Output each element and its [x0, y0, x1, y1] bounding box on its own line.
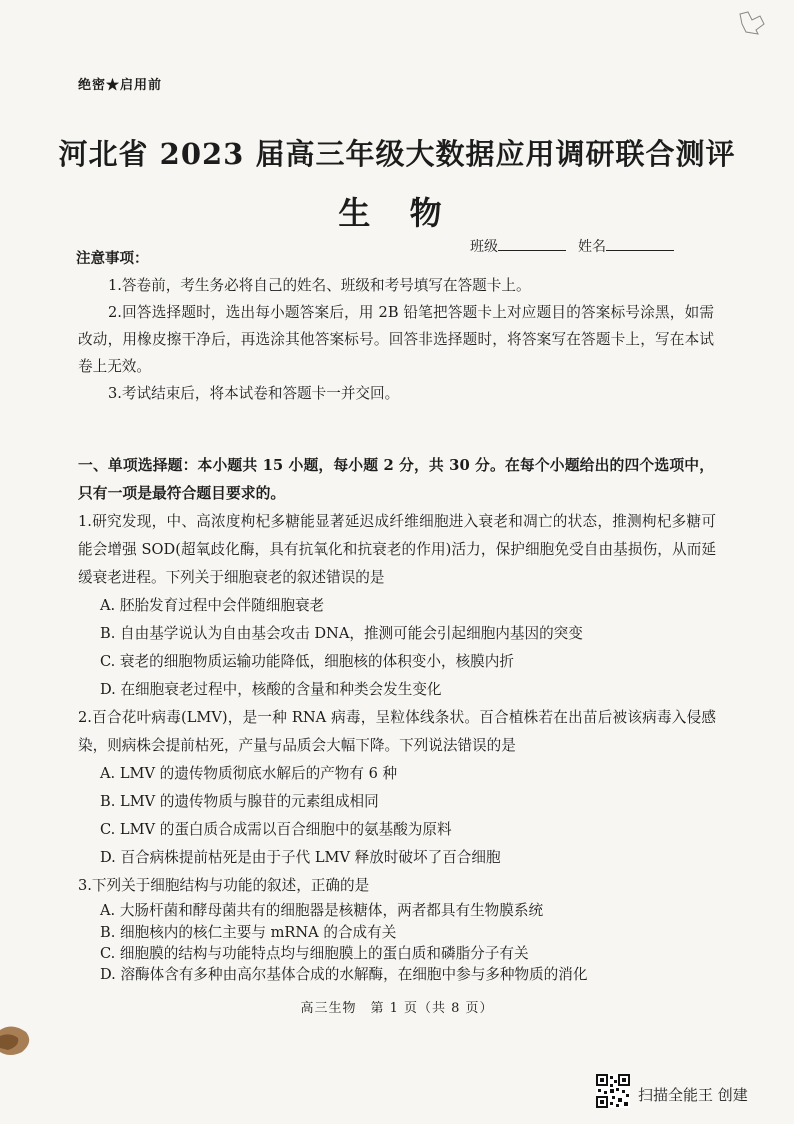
option-b: B. LMV 的遗传物质与腺苷的元素组成相同: [100, 793, 379, 810]
notice-item: 1.答卷前，考生务必将自己的姓名、班级和考号填写在答题卡上。: [108, 277, 531, 294]
class-blank: [498, 238, 566, 251]
option-b: B. 细胞核内的核仁主要与 mRNA 的合成有关: [100, 924, 397, 941]
option-c: C. LMV 的蛋白质合成需以百合细胞中的氨基酸为原料: [100, 821, 452, 838]
scan-corner-mark: [738, 10, 766, 36]
option-d: D. 百合病株提前枯死是由于子代 LMV 释放时破坏了百合细胞: [100, 849, 501, 866]
option-a: A. 大肠杆菌和酵母菌共有的细胞器是核糖体，两者都具有生物膜系统: [100, 902, 544, 919]
scanner-watermark-text: 扫描全能王 创建: [638, 1086, 748, 1104]
name-label: 姓名: [578, 239, 606, 255]
qr-code-icon: [596, 1074, 630, 1108]
option-c: C. 细胞膜的结构与功能特点均与细胞膜上的蛋白质和磷脂分子有关: [100, 945, 529, 962]
option-a: A. LMV 的遗传物质彻底水解后的产物有 6 种: [100, 765, 398, 782]
option-c: C. 衰老的细胞物质运输功能降低，细胞核的体积变小，核膜内折: [100, 653, 514, 670]
question-stem: 3.下列关于细胞结构与功能的叙述，正确的是: [78, 877, 370, 894]
section-heading: 一、单项选择题：本小题共 15 小题，每小题 2 分，共 30 分。在每个小题给出的四个选项中，只有一项是最符合题目要求的。: [78, 457, 714, 502]
notice-title: 注意事项：: [76, 250, 149, 267]
class-name-fields: [470, 236, 686, 256]
question-stem: 2.百合花叶病毒(LMV)，是一种 RNA 病毒，呈粒体线条状。百合植株若在出苗后被该病毒入侵感染，则病株会提前枯死，产量与品质会大幅下降。下列说法错误的是: [78, 709, 716, 754]
scanner-brand: [596, 1072, 776, 1112]
exam-title: 河北省 2023 届高三年级大数据应用调研联合测评: [58, 137, 736, 171]
option-d: D. 溶酶体含有多种由高尔基体合成的水解酶，在细胞中参与多种物质的消化: [100, 966, 588, 983]
secret-label: 绝密★启用前: [78, 78, 163, 93]
page-footer: 高三生物 第 1 页（共 8 页）: [300, 1001, 494, 1016]
class-label: 班级: [470, 239, 498, 255]
name-blank: [606, 238, 674, 251]
notice-item: 2.回答选择题时，选出每小题答案后，用 2B 铅笔把答题卡上对应题目的答案标号涂黑，如需改动，用橡皮擦干净后，再选涂其他答案标号。回答非选择题时，将答案写在答题卡上，写在本试卷上无效。: [78, 304, 714, 375]
scan-edge-smudge: [0, 1022, 34, 1058]
option-a: A. 胚胎发育过程中会伴随细胞衰老: [100, 597, 325, 614]
option-b: B. 自由基学说认为自由基会攻击 DNA，推测可能会引起细胞内基因的突变: [100, 625, 583, 642]
question-stem: 1.研究发现，中、高浓度枸杞多糖能显著延迟成纤维细胞进入衰老和凋亡的状态，推测枸杞多糖可能会增强 SOD(超氧歧化酶，具有抗氧化和抗衰老的作用)活力，保护细胞免受自由基损伤，从而延缓衰老进程。下列关于细胞衰老的叙述错误的是: [78, 513, 716, 586]
subject-title: 生 物: [338, 194, 456, 232]
notice-item: 3.考试结束后，将本试卷和答题卡一并交回。: [108, 385, 400, 402]
option-d: D. 在细胞衰老过程中，核酸的含量和种类会发生变化: [100, 681, 442, 698]
